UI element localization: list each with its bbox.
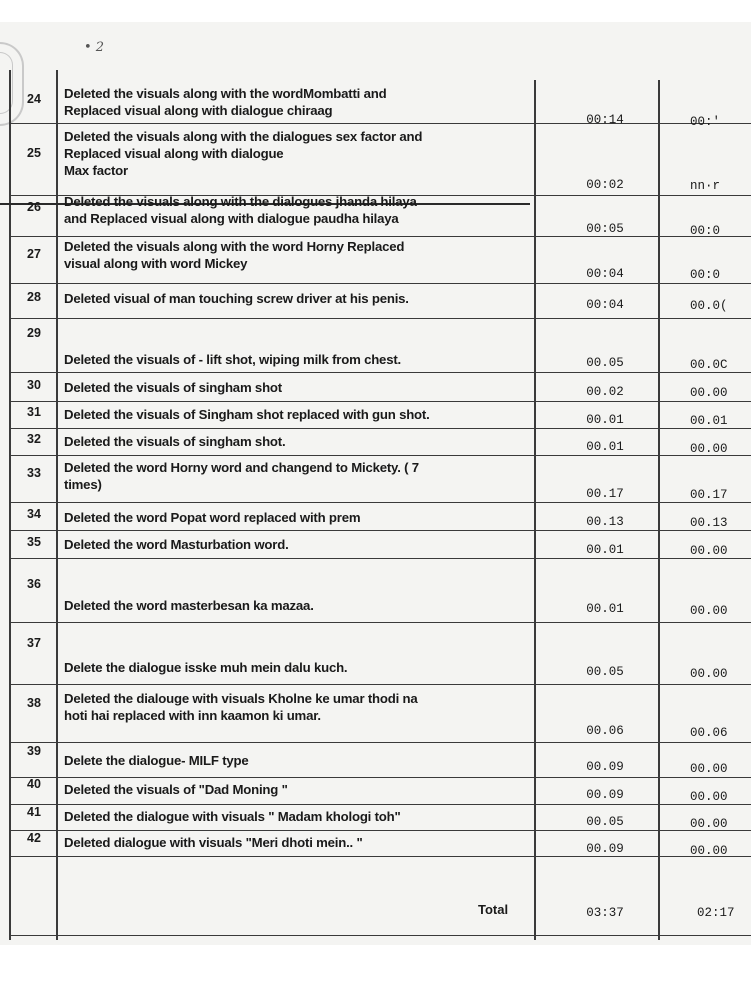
row-description: Deleted the visuals of singham shot. xyxy=(64,434,286,449)
duration-cell-2: 00.01 xyxy=(690,414,728,428)
duration-cell-2: 00.06 xyxy=(690,726,728,740)
row-divider xyxy=(9,684,751,685)
serial-number: 27 xyxy=(27,247,41,261)
row-description: Deleted the visuals of "Dad Moning " xyxy=(64,782,288,797)
serial-number: 32 xyxy=(27,432,41,446)
duration-cell-2: 00.0( xyxy=(690,299,728,313)
duration-cell: 00.01 xyxy=(586,440,624,454)
duration-cell-2: 00:' xyxy=(690,115,721,129)
duration-cell: 00:05 xyxy=(586,222,624,236)
duration-cell-2: 00.13 xyxy=(690,516,728,530)
bottom-margin xyxy=(0,945,751,1000)
duration-cell: 00.09 xyxy=(586,788,624,802)
row-divider xyxy=(9,372,751,373)
row-divider xyxy=(9,830,751,831)
row-divider xyxy=(9,236,751,237)
total-duration: 03:37 xyxy=(586,906,624,920)
serial-number: 35 xyxy=(27,535,41,549)
serial-number: 31 xyxy=(27,405,41,419)
duration-cell: 00.05 xyxy=(586,815,624,829)
duration-cell: 00.09 xyxy=(586,760,624,774)
row-description: Delete the dialogue- MILF type xyxy=(64,753,249,768)
serial-number: 37 xyxy=(27,636,41,650)
row-description: Deleted dialogue with visuals "Meri dhoti mein.. " xyxy=(64,835,363,850)
duration-cell: 00:02 xyxy=(586,178,624,192)
table-border-bottom xyxy=(9,935,751,936)
duration-cell-2: 00.0C xyxy=(690,358,728,372)
row-description: Deleted the word Popat word replaced with prem xyxy=(64,510,361,525)
duration-cell: 00:14 xyxy=(586,113,624,127)
row-description: Deleted the visuals along with the dialogues sex factor and Replaced visual along with dialogue Max factor xyxy=(64,129,423,178)
duration-cell: 00.01 xyxy=(586,543,624,557)
row-description: Deleted the word Horny word and changend to Mickety. ( 7 times) xyxy=(64,460,419,492)
serial-number: 28 xyxy=(27,290,41,304)
duration-cell: 00.05 xyxy=(586,665,624,679)
row-description: Deleted the visuals along with the word Horny Replaced visual along with word Mickey xyxy=(64,239,405,271)
serial-number: 41 xyxy=(27,805,41,819)
serial-number: 42 xyxy=(27,831,41,845)
duration-cell: 00.17 xyxy=(586,487,624,501)
duration-cell-2: 00.00 xyxy=(690,762,728,776)
duration-cell: 00.05 xyxy=(586,356,624,370)
serial-number: 26 xyxy=(27,200,41,214)
row-description: Deleted the visuals of - lift shot, wiping milk from chest. xyxy=(64,352,401,367)
duration-cell: 00.09 xyxy=(586,842,624,856)
row-divider xyxy=(9,502,751,503)
duration-cell: 00.02 xyxy=(586,385,624,399)
duration-cell-2: 00.00 xyxy=(690,844,728,858)
row-description: Deleted the dialouge with visuals Kholne ke umar thodi na hoti hai replaced with inn kaamon ki umar. xyxy=(64,691,418,723)
serial-number: 30 xyxy=(27,378,41,392)
duration-cell-2: 00.00 xyxy=(690,442,728,456)
row-divider xyxy=(9,622,751,623)
column-divider-desc xyxy=(534,80,536,940)
column-divider-serial xyxy=(56,70,58,940)
row-divider xyxy=(9,804,751,805)
serial-number: 39 xyxy=(27,744,41,758)
row-divider xyxy=(9,558,751,559)
row-divider xyxy=(9,777,751,778)
duration-cell: 00:04 xyxy=(586,267,624,281)
duration-cell: 00.01 xyxy=(586,602,624,616)
duration-cell-2: 00.00 xyxy=(690,604,728,618)
table-border-left xyxy=(9,70,11,940)
duration-cell-2: 00.00 xyxy=(690,817,728,831)
duration-cell-2: 00.00 xyxy=(690,790,728,804)
row-divider xyxy=(9,428,751,429)
row-divider xyxy=(9,530,751,531)
total-duration-2: 02:17 xyxy=(697,906,735,920)
duration-cell-2: nn·r xyxy=(690,179,721,193)
row-description: Deleted the word masterbesan ka mazaa. xyxy=(64,598,314,613)
column-divider-time xyxy=(658,80,660,940)
row-divider xyxy=(9,455,751,456)
row-description: Deleted the visuals of Singham shot replaced with gun shot. xyxy=(64,407,430,422)
row-description: Deleted the visuals of singham shot xyxy=(64,380,282,395)
row-description: Deleted the dialogue with visuals " Madam khologi toh" xyxy=(64,809,401,824)
serial-number: 36 xyxy=(27,577,41,591)
top-margin xyxy=(0,0,751,22)
row-description: Delete the dialogue isske muh mein dalu kuch. xyxy=(64,660,348,675)
duration-cell-2: 00:0 xyxy=(690,224,721,238)
serial-number: 38 xyxy=(27,696,41,710)
row-divider xyxy=(9,283,751,284)
row-description: Deleted the word Masturbation word. xyxy=(64,537,289,552)
row-divider xyxy=(9,318,751,319)
duration-cell-2: 00.17 xyxy=(690,488,728,502)
duration-cell: 00.01 xyxy=(586,413,624,427)
row-description: Deleted visual of man touching screw driver at his penis. xyxy=(64,291,409,306)
handwritten-mark: • 2 xyxy=(84,40,105,55)
row-divider xyxy=(9,742,751,743)
duration-cell-2: 00.00 xyxy=(690,667,728,681)
stamp-mark-inner xyxy=(0,52,13,114)
total-label: Total xyxy=(478,902,509,917)
duration-cell-2: 00:0 xyxy=(690,268,721,282)
row-description: Deleted the visuals along with the wordMombatti and Replaced visual along with dialogue chiraag xyxy=(64,86,387,118)
serial-number: 34 xyxy=(27,507,41,521)
serial-number: 25 xyxy=(27,146,41,160)
row-description: Deleted the visuals along with the dialogues jhanda hilaya and Replaced visual along with dialogue paudha hilaya xyxy=(64,194,417,226)
serial-number: 40 xyxy=(27,777,41,791)
row-divider xyxy=(9,401,751,402)
serial-number: 33 xyxy=(27,466,41,480)
duration-cell-2: 00.00 xyxy=(690,544,728,558)
duration-cell-2: 00.00 xyxy=(690,386,728,400)
serial-number: 29 xyxy=(27,326,41,340)
duration-cell: 00.06 xyxy=(586,724,624,738)
duration-cell: 00.13 xyxy=(586,515,624,529)
duration-cell: 00:04 xyxy=(586,298,624,312)
row-divider xyxy=(9,856,751,857)
serial-number: 24 xyxy=(27,92,41,106)
